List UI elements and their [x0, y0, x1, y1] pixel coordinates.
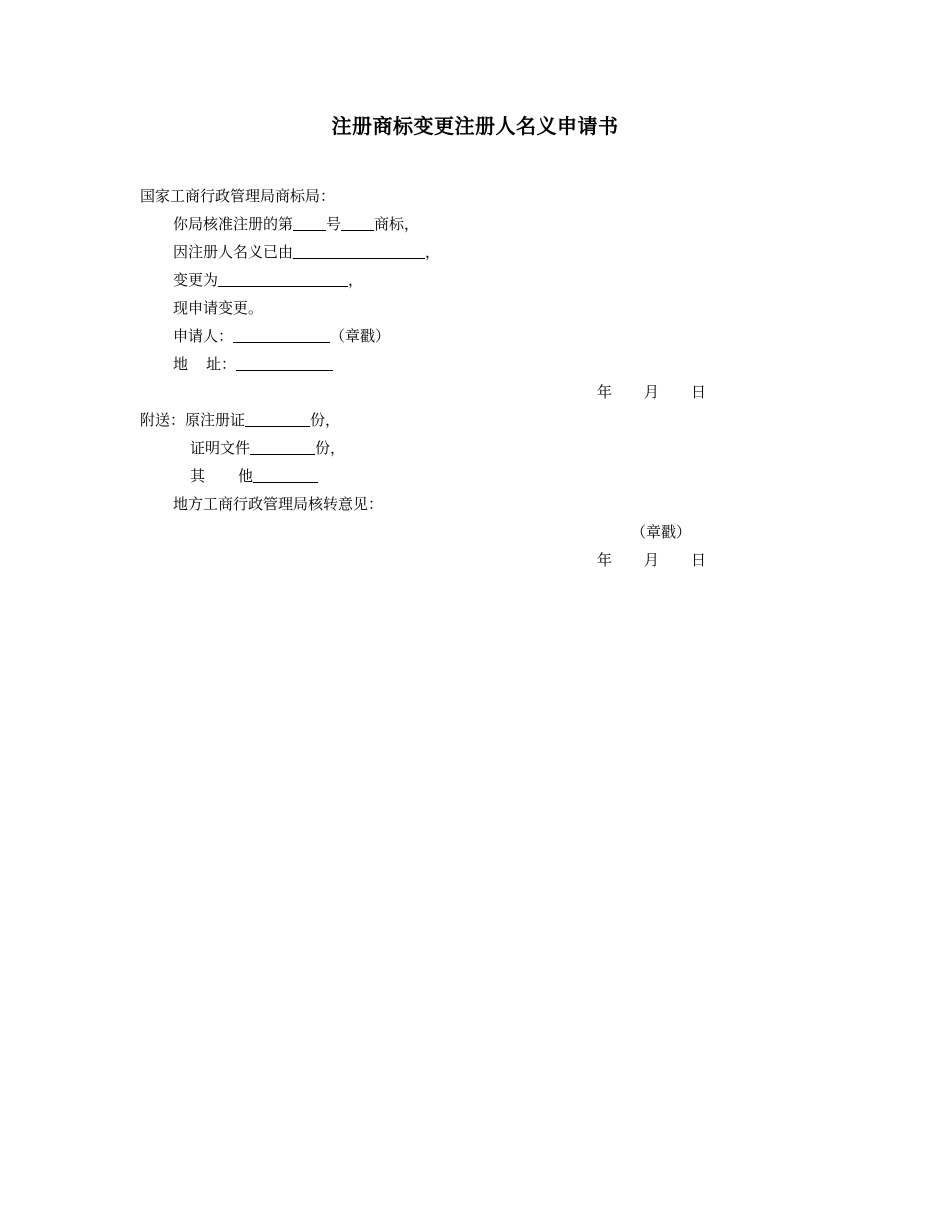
supporting-docs-text: 证明文件	[190, 439, 251, 457]
attachment-line-3	[190, 465, 318, 487]
attachment-line-1	[140, 409, 340, 431]
new-name-comma: ，	[348, 271, 364, 289]
document-title: 注册商标变更注册人名义申请书	[331, 114, 619, 138]
applicant-label: 申请人：	[173, 327, 234, 345]
former-name-line	[173, 241, 440, 263]
attachment-label: 附送：	[140, 411, 186, 429]
former-name-blank	[293, 244, 425, 259]
date1-month: 月	[644, 383, 660, 401]
supporting-docs-unit: 份，	[315, 439, 346, 457]
seal-2: （章戳）	[631, 523, 692, 541]
request-line: 现申请变更。	[173, 299, 264, 317]
applicant-seal: （章戳）	[330, 327, 391, 345]
former-name-text: 因注册人名义已由	[173, 243, 294, 261]
address-label-b: 址：	[206, 355, 237, 373]
original-certificate-unit: 份，	[310, 411, 341, 429]
registration-number-blank	[293, 216, 326, 231]
applicant-blank	[233, 328, 330, 343]
local-opinion-line: 地方工商行政管理局核转意见：	[173, 495, 384, 513]
date1-day: 日	[691, 383, 707, 401]
date1-year: 年	[597, 383, 613, 401]
date2-day: 日	[691, 551, 707, 569]
date2-year: 年	[597, 551, 613, 569]
date-line-1	[597, 381, 706, 403]
date-line-2	[597, 549, 706, 571]
former-name-comma: ，	[425, 243, 441, 261]
applicant-line	[173, 325, 390, 347]
date2-month: 月	[644, 551, 660, 569]
supporting-docs-blank	[250, 440, 315, 455]
other-text-a: 其	[190, 467, 206, 485]
new-name-text: 变更为	[173, 271, 219, 289]
address-label-a: 地	[173, 355, 189, 373]
trademark-blank	[341, 216, 374, 231]
attachment-line-2	[190, 437, 345, 459]
address-line	[173, 353, 333, 375]
addressee: 国家工商行政管理局商标局：	[140, 187, 336, 205]
registration-text-c: 商标，	[374, 215, 420, 233]
original-certificate-blank	[245, 412, 310, 427]
registration-text-b: 号	[326, 215, 342, 233]
registration-line	[173, 213, 419, 235]
other-text-b: 他	[238, 467, 254, 485]
registration-text-a: 你局核准注册的第	[173, 215, 294, 233]
other-blank	[253, 468, 318, 483]
new-name-line	[173, 269, 363, 291]
address-blank	[236, 356, 333, 371]
original-certificate-text: 原注册证	[185, 411, 246, 429]
new-name-blank	[218, 272, 348, 287]
